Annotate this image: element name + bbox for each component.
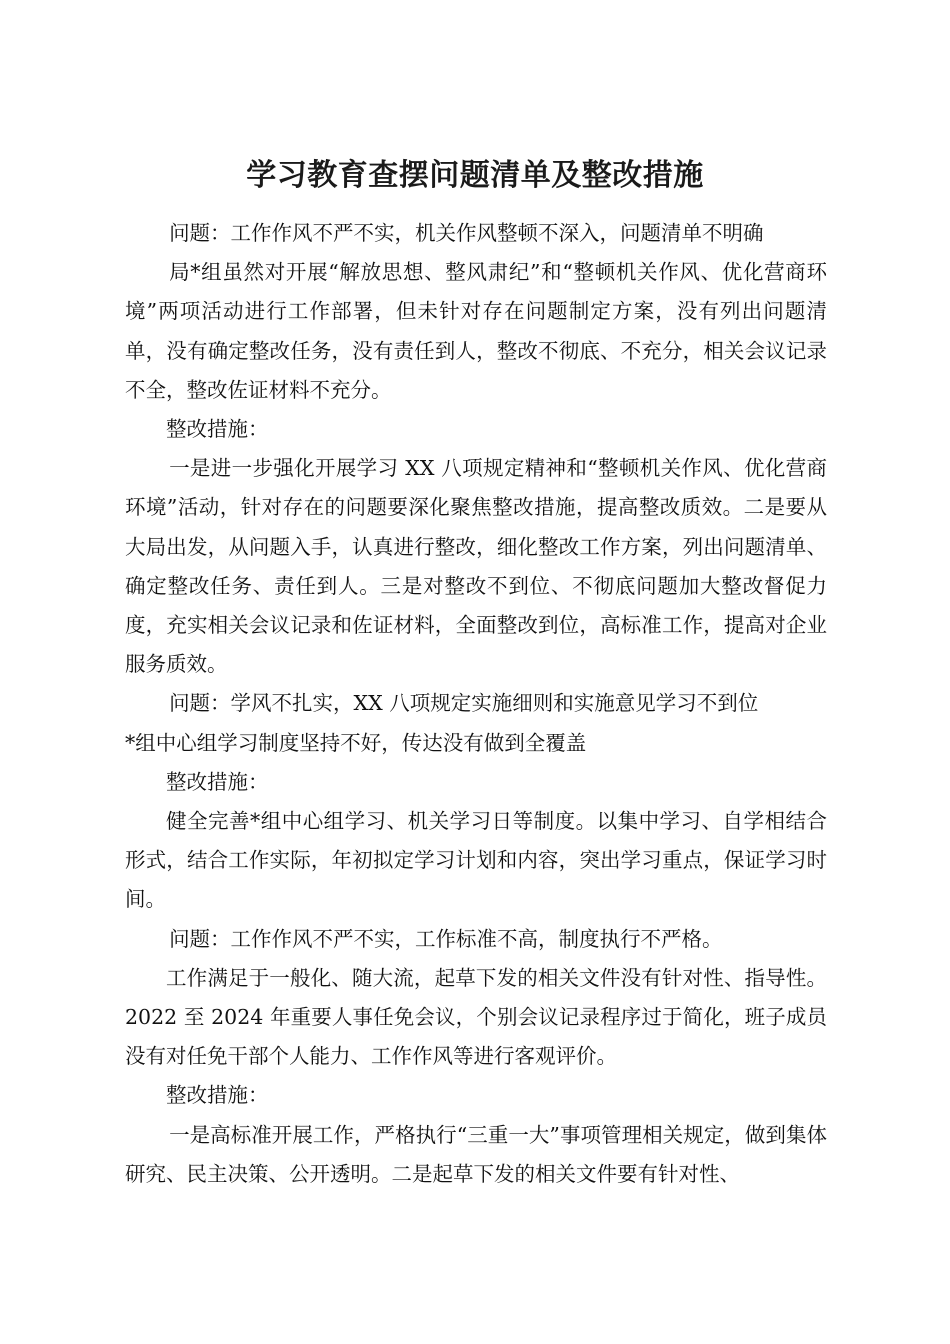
- measures-detail-1: 一是进一步强化开展学习 XX 八项规定精神和“整顿机关作风、优化营商环境”活动，针对存在的问题要深化聚焦整改措施，提高整改质效。二是要从大局出发，从问题入手，认真进行整改，细化整改工作方案，列出问题清单、确定整改任务、责任到人。三是对整改不到位、不彻底问题加大整改督促力度，充实相关会议记录和佐证材料，全面整改到位，高标准工作，提高对企业服务质效。: [125, 456, 827, 677]
- measures-detail-3: 一是高标准开展工作，严格执行“三重一大”事项管理相关规定，做到集体研究、民主决策、公开透明。二是起草下发的相关文件要有针对性、: [125, 1122, 827, 1186]
- problem-detail-1: 局*组虽然对开展“解放思想、整风肃纪”和“整顿机关作风、优化营商环境”两项活动进行工作部署，但未针对存在问题制定方案，没有列出问题清单，没有确定整改任务，没有责任到人，整改不彻底、不充分，相关会议记录不全，整改佐证材料不充分。: [125, 260, 827, 402]
- measures-heading-1: 整改措施：: [166, 417, 269, 442]
- problem-heading-3: 问题：工作作风不严不实，工作标准不高，制度执行不严格。: [169, 926, 723, 951]
- page-title: 学习教育查摆问题清单及整改措施: [246, 158, 704, 193]
- measures-heading-3: 整改措施：: [166, 1083, 269, 1108]
- problem-detail-2: *组中心组学习制度坚持不好，传达没有做到全覆盖: [125, 730, 587, 755]
- document-body: [125, 214, 827, 1194]
- measures-heading-2: 整改措施：: [166, 769, 269, 794]
- problem-heading-2: 问题：学风不扎实，XX 八项规定实施细则和实施意见学习不到位: [169, 691, 759, 716]
- problem-heading-1: 问题：工作作风不严不实，机关作风整顿不深入，问题清单不明确: [169, 221, 764, 245]
- problem-detail-3: 工作满足于一般化、随大流，起草下发的相关文件没有针对性、指导性。2022 至 2024 年重要人事任免会议，个别会议记录程序过于简化，班子成员没有对任免干部个人能力、工作作风等进行客观评价。: [125, 965, 827, 1069]
- measures-detail-2: 健全完善*组中心组学习、机关学习日等制度。以集中学习、自学相结合形式，结合工作实际，年初拟定学习计划和内容，突出学习重点，保证学习时间。: [125, 809, 827, 912]
